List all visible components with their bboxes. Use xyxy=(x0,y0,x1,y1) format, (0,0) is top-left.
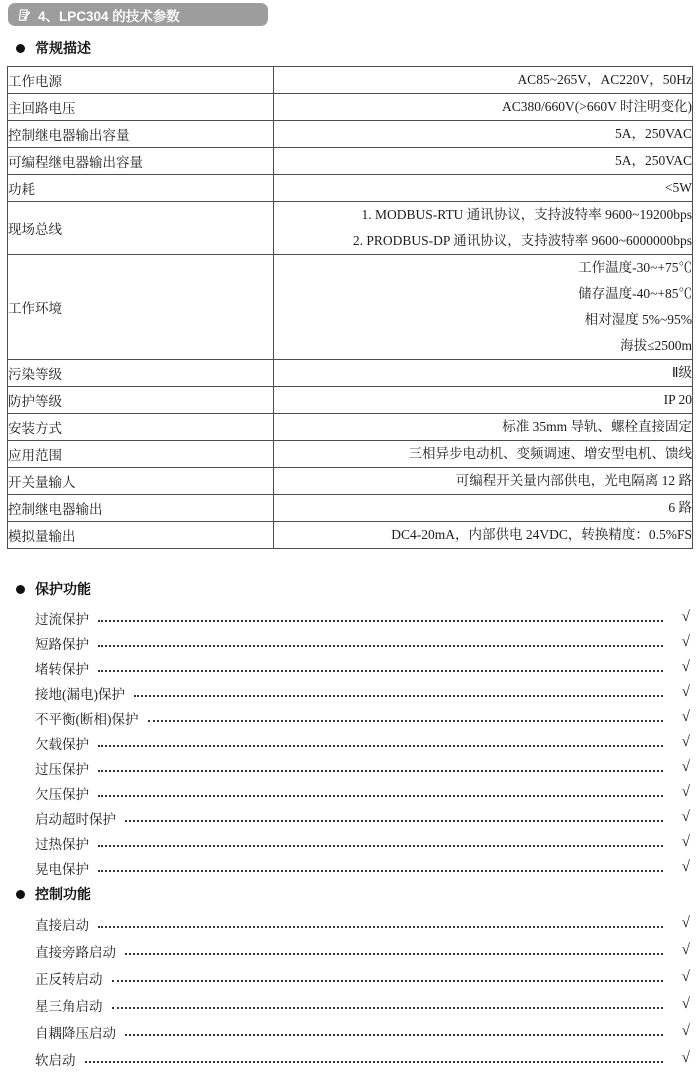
check-mark: √ xyxy=(681,809,690,825)
list-item-label: 过流保护 xyxy=(35,611,89,627)
list-item-label: 正反转启动 xyxy=(35,971,103,987)
list-item xyxy=(35,755,690,780)
spec-value xyxy=(274,148,693,175)
check-mark: √ xyxy=(681,915,690,931)
spec-label: 控制继电器输出 xyxy=(8,495,274,522)
list-item xyxy=(35,655,690,680)
spec-label: 开关量输人 xyxy=(8,468,274,495)
spec-value-line: 相对湿度 5%~95% xyxy=(584,312,692,327)
list-item-label: 欠载保护 xyxy=(35,736,89,752)
list-item-label: 欠压保护 xyxy=(35,786,89,802)
dotted-leader xyxy=(98,645,663,647)
spec-label: 控制继电器输出容量 xyxy=(8,121,274,148)
protection-list xyxy=(35,605,690,880)
table-row xyxy=(8,387,693,414)
dotted-leader xyxy=(98,670,663,672)
spec-value-line: AC85~265V，AC220V，50Hz xyxy=(517,72,692,87)
list-item-label: 过热保护 xyxy=(35,836,89,852)
spec-value-line: 标准 35mm 导轨、螺栓直接固定 xyxy=(502,419,692,434)
dotted-leader xyxy=(112,1007,664,1009)
spec-value-line: 5A，250VAC xyxy=(614,126,692,141)
spec-label: 应用范围 xyxy=(8,441,274,468)
section-title-control: 控制功能 xyxy=(35,886,91,902)
spec-value xyxy=(274,387,693,414)
list-item xyxy=(35,605,690,630)
spec-value xyxy=(274,414,693,441)
dotted-leader xyxy=(98,870,663,872)
section-title-general: 常规描述 xyxy=(35,40,91,56)
spec-table xyxy=(7,66,693,549)
list-item xyxy=(35,1045,690,1072)
list-item xyxy=(35,630,690,655)
spec-value xyxy=(274,202,693,255)
table-row xyxy=(8,441,693,468)
page xyxy=(0,3,700,1068)
spec-value xyxy=(274,522,693,549)
table-row xyxy=(8,67,693,94)
spec-value xyxy=(274,94,693,121)
pen-note-icon xyxy=(17,8,31,22)
section-heading-general xyxy=(16,40,700,56)
list-item-label: 堵转保护 xyxy=(35,661,89,677)
dotted-leader xyxy=(98,926,663,928)
spec-value-line: 可编程开关量内部供电，光电隔离 12 路 xyxy=(455,473,692,488)
list-item xyxy=(35,991,690,1018)
dotted-leader xyxy=(98,745,663,747)
list-item-label: 直接启动 xyxy=(35,917,89,933)
check-mark: √ xyxy=(681,609,690,625)
spec-value xyxy=(274,468,693,495)
dotted-leader xyxy=(98,795,663,797)
list-item xyxy=(35,855,690,880)
list-item-label: 星三角启动 xyxy=(35,998,103,1014)
list-item xyxy=(35,730,690,755)
check-mark: √ xyxy=(681,942,690,958)
list-item xyxy=(35,780,690,805)
dotted-leader xyxy=(134,695,663,697)
check-mark: √ xyxy=(681,969,690,985)
check-mark: √ xyxy=(681,834,690,850)
list-item xyxy=(35,1018,690,1045)
table-row xyxy=(8,468,693,495)
spec-value-line: 5A，250VAC xyxy=(614,153,692,168)
spec-value-line: <5W xyxy=(664,180,692,195)
table-row xyxy=(8,148,693,175)
list-item-label: 启动超时保护 xyxy=(35,811,116,827)
spec-label: 可编程继电器输出容量 xyxy=(8,148,274,175)
spec-label: 工作环境 xyxy=(8,255,274,360)
check-mark: √ xyxy=(681,1023,690,1039)
spec-value xyxy=(274,67,693,94)
check-mark: √ xyxy=(681,784,690,800)
control-list xyxy=(35,910,690,1072)
list-item-label: 软启动 xyxy=(35,1052,76,1068)
list-item-label: 自耦降压启动 xyxy=(35,1025,116,1041)
spec-value-line: 储存温度-40~+85℃ xyxy=(578,286,692,301)
spec-value-line: 三相异步电动机、变频调速、增安型电机、馈线 xyxy=(408,446,692,461)
spec-label: 模拟量输出 xyxy=(8,522,274,549)
spec-value-line: 工作温度-30~+75℃ xyxy=(578,260,692,275)
spec-value xyxy=(274,121,693,148)
spec-value xyxy=(274,495,693,522)
check-mark: √ xyxy=(681,996,690,1012)
dotted-leader xyxy=(112,980,664,982)
spec-value xyxy=(274,441,693,468)
list-item xyxy=(35,805,690,830)
spec-label: 安装方式 xyxy=(8,414,274,441)
check-mark: √ xyxy=(681,709,690,725)
spec-label: 污染等级 xyxy=(8,360,274,387)
spec-value xyxy=(274,360,693,387)
spec-label: 功耗 xyxy=(8,175,274,202)
table-row xyxy=(8,121,693,148)
table-row xyxy=(8,414,693,441)
table-row xyxy=(8,522,693,549)
spec-value xyxy=(274,175,693,202)
spec-label: 防护等级 xyxy=(8,387,274,414)
title-badge xyxy=(8,3,268,26)
dotted-leader xyxy=(98,620,663,622)
table-row xyxy=(8,495,693,522)
section-heading-control xyxy=(16,886,700,902)
bullet-icon xyxy=(16,890,25,899)
section-heading-protection xyxy=(16,581,700,597)
list-item xyxy=(35,680,690,705)
spec-value-line: IP 20 xyxy=(663,392,692,407)
list-item xyxy=(35,910,690,937)
table-row xyxy=(8,255,693,360)
spec-value-line: 海拔≤2500m xyxy=(620,338,692,353)
dotted-leader xyxy=(98,770,663,772)
list-item-label: 不平衡(断相)保护 xyxy=(35,711,139,727)
check-mark: √ xyxy=(681,1050,690,1066)
list-item-label: 接地(漏电)保护 xyxy=(35,686,125,702)
list-item-label: 直接旁路启动 xyxy=(35,944,116,960)
check-mark: √ xyxy=(681,684,690,700)
check-mark: √ xyxy=(681,634,690,650)
spec-value-line: 1. MODBUS-RTU 通讯协议，支持波特率 9600~19200bps xyxy=(361,207,692,222)
spec-value-line: AC380/660V(>660V 时注明变化) xyxy=(502,99,692,114)
list-item-label: 过压保护 xyxy=(35,761,89,777)
table-row xyxy=(8,175,693,202)
spec-value-line: 2. PRODBUS-DP 通讯协议，支持波特率 9600~6000000bps xyxy=(352,233,692,248)
page-title: 4、LPC304 的技术参数 xyxy=(38,8,180,24)
table-row xyxy=(8,202,693,255)
spec-value-line: Ⅱ级 xyxy=(671,365,692,380)
bullet-icon xyxy=(16,44,25,53)
section-title-protection: 保护功能 xyxy=(35,581,91,597)
check-mark: √ xyxy=(681,859,690,875)
spec-value-line: 6 路 xyxy=(668,500,692,515)
list-item-label: 晃电保护 xyxy=(35,861,89,877)
list-item xyxy=(35,937,690,964)
check-mark: √ xyxy=(681,659,690,675)
dotted-leader xyxy=(148,720,664,722)
dotted-leader xyxy=(85,1061,664,1063)
spec-label: 现场总线 xyxy=(8,202,274,255)
list-item-label: 短路保护 xyxy=(35,636,89,652)
spec-label: 主回路电压 xyxy=(8,94,274,121)
dotted-leader xyxy=(125,1034,663,1036)
table-row xyxy=(8,94,693,121)
dotted-leader xyxy=(125,820,663,822)
table-row xyxy=(8,360,693,387)
spec-table-body xyxy=(8,67,693,549)
check-mark: √ xyxy=(681,759,690,775)
dotted-leader xyxy=(98,845,663,847)
spec-label: 工作电源 xyxy=(8,67,274,94)
list-item xyxy=(35,705,690,730)
check-mark: √ xyxy=(681,734,690,750)
list-item xyxy=(35,830,690,855)
list-item xyxy=(35,964,690,991)
dotted-leader xyxy=(125,953,663,955)
spec-value-line: DC4-20mA，内部供电 24VDC，转换精度：0.5%FS xyxy=(391,527,692,542)
bullet-icon xyxy=(16,585,25,594)
spec-value xyxy=(274,255,693,360)
